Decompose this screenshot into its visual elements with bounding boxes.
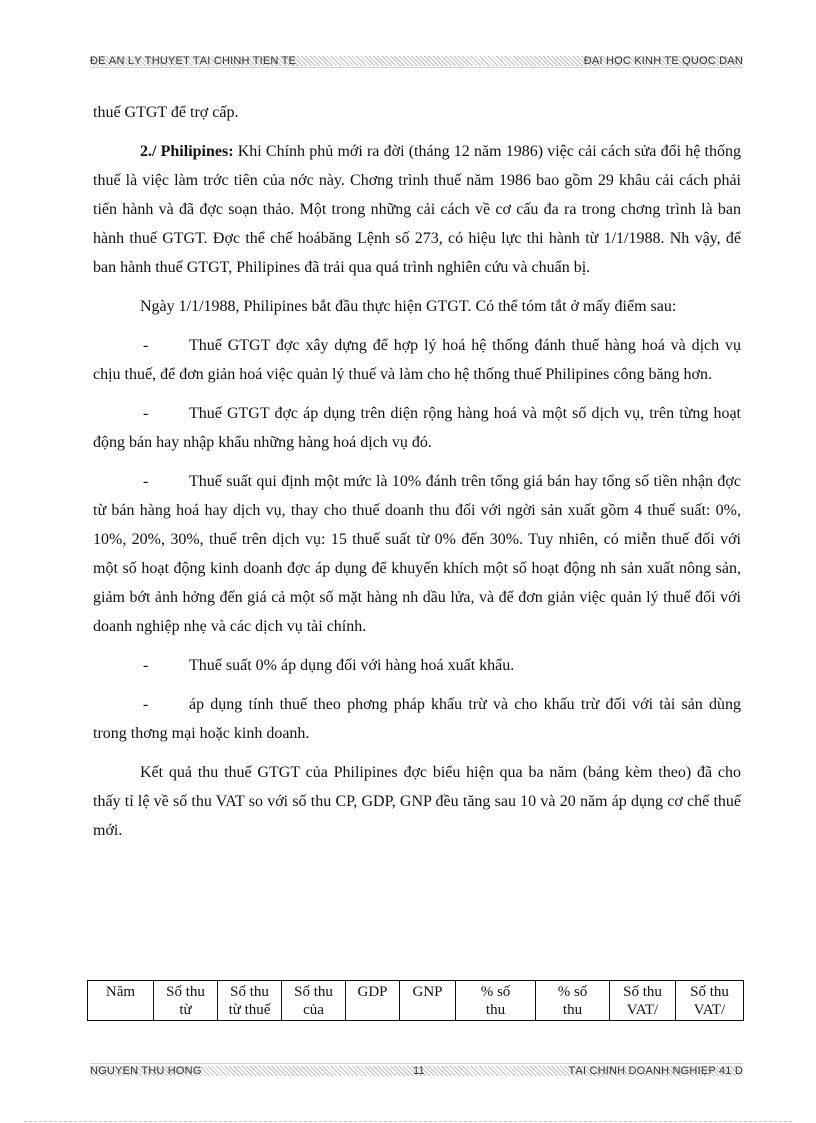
footer-rule — [90, 1063, 743, 1064]
footer-author: NGUYỄN THU HỒNG — [90, 1066, 202, 1076]
table-header-cell: Số thu từ thuế — [218, 981, 282, 1021]
bullet-item — [93, 690, 741, 748]
document-body — [93, 98, 741, 845]
paragraph-results: Kết quả thu thuế GTGT của Philipines đợc biểu hiện qua ba năm (bảng kèm theo) đã cho thấy tỉ lệ về số thu VAT so với số thu CP, GDP, GNP đều tăng sau 10 và 20 năm áp dụng cơ chế thuế mới. — [93, 764, 741, 839]
bullet-text: Thuế suất 0% áp dụng đối với hàng hoá xuất khẩu. — [189, 657, 515, 674]
paragraph-philipines-text: Khi Chính phủ mới ra đời (tháng 12 năm 1986) việc cải cách sửa đổi hệ thống thuế là việc làm trớc tiên của nớc này. Chơng trình thuế năm 1986 bao gồm 29 khâu cải cách phải tiến hành và đã đợc soạn thảo. Một trong những cải cách về cơ cấu đa ra trong chơng trình là ban hành thuế GTGT. Đợc thể chế hoábăng Lệnh số 273, có hiệu lực thi hành từ 1/1/1988. Nh vậy, để ban hành thuế GTGT, Philipines đã trải qua quá trình nghiên cứu và chuẩn bị. — [93, 143, 741, 276]
page-footer — [90, 1066, 743, 1076]
paragraph-summary-intro: Ngày 1/1/1988, Philipines bắt đầu thực hiện GTGT. Có thể tóm tắt ở mấy điểm sau: — [140, 298, 677, 315]
bullet-text: Thuế suất qui định một mức là 10% đánh trên tổng giá bán hay tổng số tiền nhận đợc từ bán hàng hoá hay dịch vụ, thay cho thuế doanh thu đối với ngời sản xuất gồm 4 thuế suất: 0%, 10%, 20%, 30%, thuế trên dịch vụ: 15 thuế suất từ 0% đến 30%. Tuy nhiên, có miễn thuế đối với một số hoạt động kinh doanh đợc áp dụng để khuyến khích một số hoạt động nh sản xuất nông sản, giảm bớt ảnh hởng đến giá cả một số mặt hàng nh dầu lửa, và để đơn giản việc quản lý thuế đối với doanh nghiệp nhẹ và các dịch vụ tài chính. — [93, 473, 741, 635]
table-header-cell: Số thu của — [282, 981, 346, 1021]
table-header-row — [88, 981, 744, 1021]
header-left-text: ĐỀ ÁN LÝ THUYẾT TÀI CHÍNH TIỀN TỆ — [90, 56, 297, 66]
paragraph-continuation: thuế GTGT để trợ cấp. — [93, 104, 239, 121]
bullet-text: Thuế GTGT đợc xây dựng để hợp lý hoá hệ thống đánh thuế hàng hoá và dịch vụ chịu thuế, để đơn giản hoá việc quản lý thuế và làm cho hệ thống thuế Philipines công băng hơn. — [93, 337, 741, 383]
bullet-dash: - — [143, 657, 149, 674]
page-header — [90, 56, 743, 66]
vat-table — [87, 980, 744, 1021]
bullet-dash: - — [143, 337, 149, 354]
page-number: 11 — [413, 1066, 425, 1076]
table-header-cell: Năm — [88, 981, 154, 1021]
bullet-text: Thuế GTGT đợc áp dụng trên diện rộng hàng hoá và một số dịch vụ, trên từng hoạt động bán hay nhập khẩu những hàng hoá dịch vụ đó. — [93, 405, 741, 451]
footer-course: TÀI CHÍNH DOANH NGHIỆP 41 D — [568, 1066, 743, 1076]
bullet-dash: - — [143, 473, 149, 490]
header-right-text: ĐẠI HỌC KINH TẾ QUỐC DÂN — [583, 56, 743, 66]
table-header-cell: GNP — [400, 981, 456, 1021]
table-header-cell: % số thu — [536, 981, 610, 1021]
table-header-cell: Số thu VAT/ — [610, 981, 676, 1021]
bullet-dash: - — [143, 405, 149, 422]
table-header-cell: Số thu VAT/ — [676, 981, 744, 1021]
bullet-item — [93, 399, 741, 457]
page-edge-divider — [24, 1121, 792, 1122]
bullet-text: áp dụng tính thuế theo phơng pháp khấu trừ và cho khấu trừ đối với tài sản dùng trong thơng mại hoặc kinh doanh. — [93, 696, 741, 742]
bullet-dash: - — [143, 696, 149, 713]
bullet-item — [93, 467, 741, 641]
bullet-item — [93, 651, 741, 680]
table-header-cell: Số thu từ — [154, 981, 218, 1021]
table-header-cell: GDP — [346, 981, 400, 1021]
section-heading: 2./ Philipines: — [140, 143, 234, 160]
header-rule — [90, 67, 743, 68]
paragraph-philipines — [93, 137, 741, 282]
table-header-cell: % số thu — [456, 981, 536, 1021]
bullet-item — [93, 331, 741, 389]
